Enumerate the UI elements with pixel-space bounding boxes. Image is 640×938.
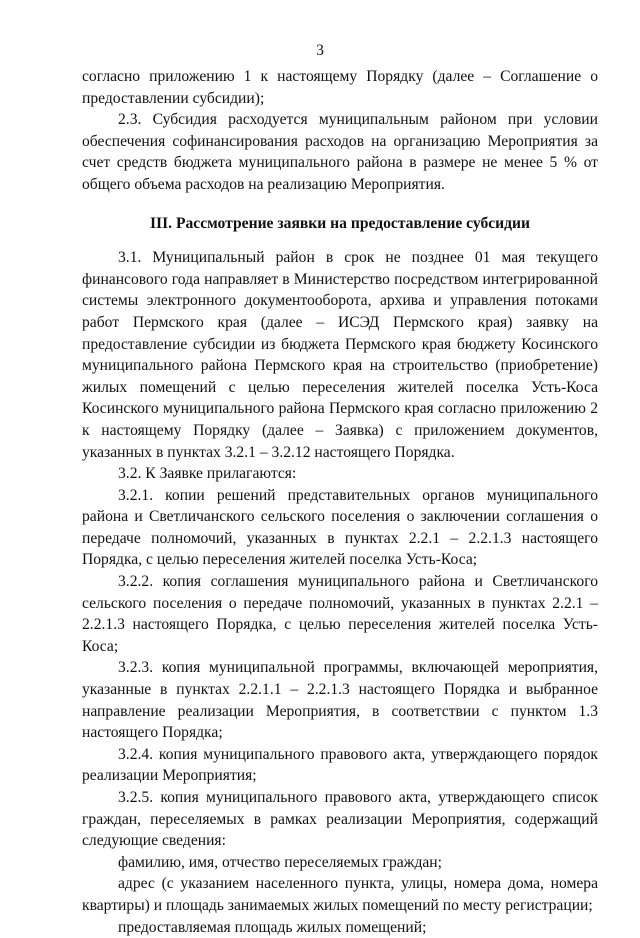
paragraph: предоставляемая площадь жилых помещений; bbox=[118, 918, 427, 936]
paragraph: 2.3. Субсидия расходуется муниципальным районом при условии обеспечения софинансирования расходов на организацию Мероприятия за счет средств бюджета муниципального района в размере не менее 5 % от общего объема расходов на реализацию Мероприятия. bbox=[82, 111, 598, 193]
paragraph: фамилию, имя, отчество переселяемых граждан; bbox=[118, 853, 442, 871]
paragraph: 3.1. Муниципальный район в срок не позднее 01 мая текущего финансового года направляет в Министерство посредством интегрированной системы электронного документооборота, архива и управления потоками работ Пермского края (далее – ИСЭД Пермского края) заявку на предоставление субсидии из бюджета Пермского края бюджету Косинского муниципального района Пермского края на строительство (приобретение) жилых помещений с целью переселения жителей поселка Усть-Коса Косинского муниципального района Пермского края согласно приложению 2 к настоящему Порядку (далее – Заявка) с приложением документов, указанных в пунктах 3.2.1 – 3.2.12 настоящего Порядка. bbox=[82, 249, 598, 461]
paragraph: согласно приложению 1 к настоящему Порядку (далее – Соглашение о предоставлении субсидии); bbox=[82, 68, 598, 107]
document-body bbox=[82, 66, 598, 938]
paragraph: 3.2.2. копия соглашения муниципального района и Светличанского сельского поселения о передаче полномочий, указанных в пунктах 2.2.1 – 2.2.1.3 настоящего Порядка, с целью переселения жителей поселка Усть-Коса; bbox=[82, 573, 598, 655]
page-number: 3 bbox=[316, 42, 324, 59]
paragraph: 3.2.5. копия муниципального правового акта, утверждающего список граждан, переселяемых в рамках реализации Мероприятия, содержащий следующие сведения: bbox=[82, 789, 598, 850]
section-heading: III. Рассмотрение заявки на предоставление субсидии bbox=[149, 214, 531, 232]
paragraph: 3.2.3. копия муниципальной программы, включающей мероприятия, указанные в пунктах 2.2.1.1 – 2.2.1.3 настоящего Порядка и выбранное направление реализации Мероприятия, в соответствии с пунктом 1.3 настоящего Порядка; bbox=[82, 659, 598, 742]
paragraph: 3.2.1. копии решений представительных органов муниципального района и Светличанского сельского поселения о заключении соглашения о передаче полномочий, указанных в пунктах 2.2.1 – 2.2.1.3 настоящего Порядка, с целью переселения жителей поселка Усть-Коса; bbox=[82, 486, 598, 569]
paragraph: 3.2.4. копия муниципального правового акта, утверждающего порядок реализации Мероприятия; bbox=[82, 745, 598, 785]
paragraph: 3.2. К Заявке прилагаются: bbox=[118, 465, 297, 483]
paragraph: адрес (с указанием населенного пункта, улицы, номера дома, номера квартиры) и площадь занимаемых жилых помещений по месту регистрации; bbox=[82, 875, 598, 914]
